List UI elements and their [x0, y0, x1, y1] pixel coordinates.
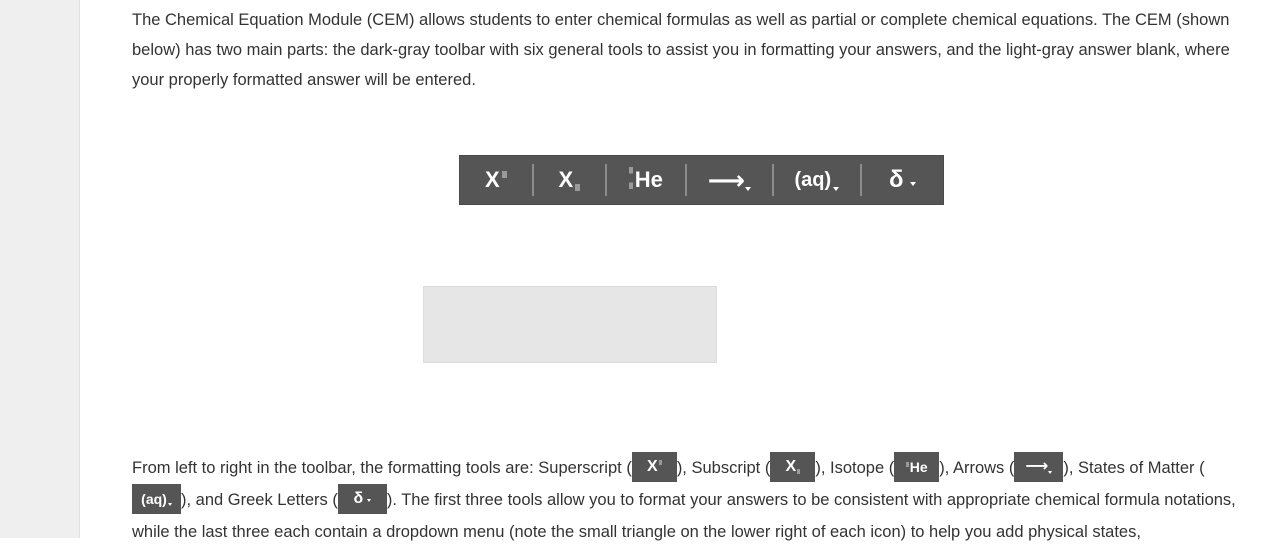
subscript-button[interactable] [534, 156, 606, 204]
tools-text-2: ), Subscript ( [676, 459, 771, 477]
states-of-matter-icon: (aq) [794, 168, 832, 191]
tools-text-6: ), and Greek Letters ( [181, 491, 338, 509]
intro-paragraph: The Chemical Equation Module (CEM) allows students to enter chemical formulas as well as partial or complete chemical equations. The CEM (shown below) has two main parts: the dark-gray toolbar with six general tools to assist you in formatting your answers, and the light-gray answer blank, where your properly formatted answer will be entered. [132, 11, 1230, 89]
greek-letters-button[interactable] [862, 156, 944, 204]
isotope-inline-icon: He [894, 452, 939, 482]
greek-letter-icon: δ [888, 166, 904, 193]
dropdown-triangle-icon [745, 187, 751, 191]
tools-text-3: ), Isotope ( [815, 459, 895, 477]
superscript-button[interactable] [460, 156, 532, 204]
arrow-icon: ⟶ [707, 164, 745, 195]
subscript-icon: X [558, 167, 574, 192]
cem-toolbar [459, 155, 944, 205]
states-of-matter-inline-icon: (aq) [132, 484, 181, 514]
tools-text-1: From left to right in the toolbar, the formatting tools are: Superscript ( [132, 459, 632, 477]
tools-text-7: ). The first three tools allow you to format your answers to be consistent with appropriate chemical formula notations, while the last three each contain a dropdown menu (note the small triangle on the lower right of each icon) to help you add physical states, [132, 491, 1236, 541]
greek-letter-inline-icon: δ [338, 484, 387, 514]
dropdown-triangle-icon [833, 187, 839, 191]
dropdown-triangle-icon [910, 182, 916, 186]
tools-text-5: ), States of Matter ( [1063, 459, 1205, 477]
states-of-matter-button[interactable] [774, 156, 859, 204]
answer-blank[interactable] [423, 286, 717, 363]
arrow-inline-icon: ⟶ [1014, 452, 1063, 482]
isotope-icon: He [634, 167, 663, 192]
subscript-inline-icon: X [770, 452, 815, 482]
left-sidebar [0, 0, 80, 538]
isotope-button[interactable] [607, 156, 685, 204]
tools-paragraph [132, 452, 1237, 548]
superscript-inline-icon: X [632, 452, 677, 482]
superscript-icon: X [484, 167, 500, 192]
tools-text-4: ), Arrows ( [939, 459, 1015, 477]
arrows-button[interactable] [687, 156, 772, 204]
